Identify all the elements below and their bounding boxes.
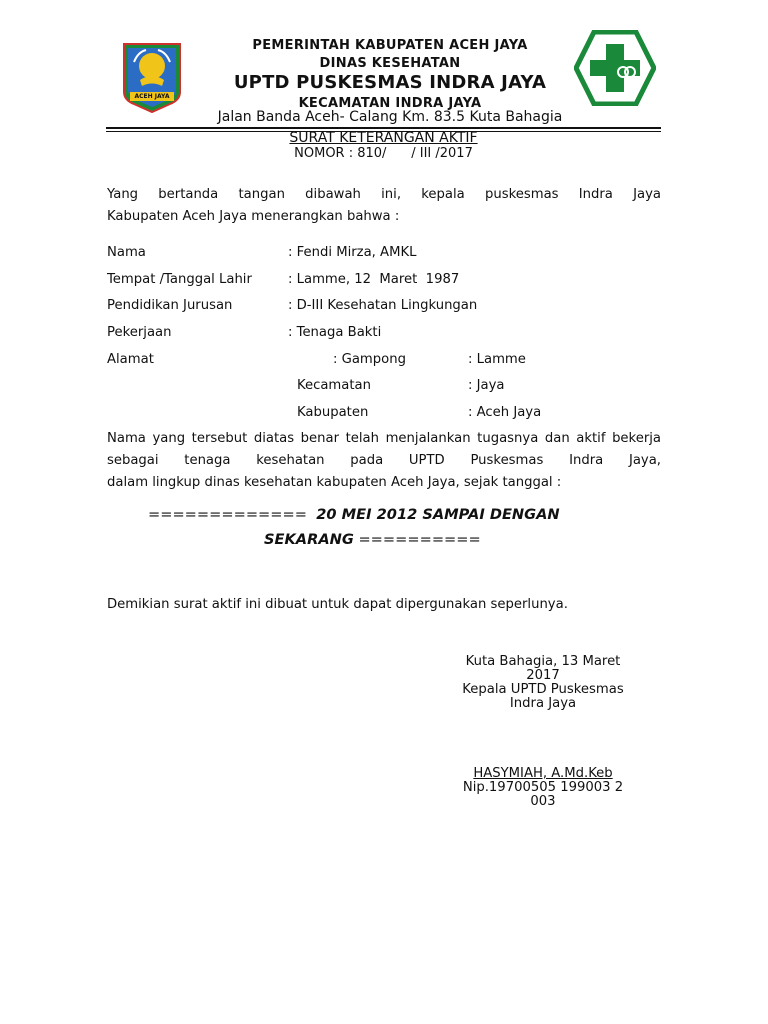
date-range-end: SEKARANG: [264, 531, 354, 548]
body-line-3: dalam lingkup dinas kesehatan kabupaten Aceh Jaya, sejak tanggal :: [107, 475, 562, 490]
alamat-value-kabupaten: : Aceh Jaya: [468, 405, 542, 420]
intro-paragraph: [107, 184, 661, 228]
signature-place-date-1: Kuta Bahagia, 13 Maret: [465, 654, 621, 669]
header-department: DINAS KESEHATAN: [319, 56, 461, 71]
header-address: Jalan Banda Aceh- Calang Km. 83.5 Kuta Bahagia: [217, 109, 563, 125]
field-value-nama: : Fendi Mirza, AMKL: [288, 245, 417, 260]
date-statement-line-1: [148, 506, 560, 523]
field-label-ttl: Tempat /Tanggal Lahir: [107, 272, 252, 287]
field-label-nama: Nama: [107, 245, 146, 260]
body-line-1: Nama yang tersebut diatas benar telah menjalankan tugasnya dan aktif: [107, 431, 606, 446]
field-value-pekerjaan: : Tenaga Bakti: [288, 325, 382, 340]
alamat-value-gampong: : Lamme: [468, 352, 526, 367]
signature-space: [452, 711, 634, 767]
intro-line-2: Kabupaten Aceh Jaya menerangkan bahwa :: [107, 209, 400, 224]
signatory-name: HASYMIAH, A.Md.Keb: [473, 766, 613, 781]
field-label-alamat: Alamat: [107, 352, 154, 367]
signature-block: [452, 655, 634, 809]
signature-position-1: Kepala UPTD Puskesmas: [462, 682, 624, 697]
intro-line-1: Yang bertanda tangan dibawah ini, kepala puskesmas Indra Jaya: [107, 187, 661, 202]
field-label-pendidikan: Pendidikan Jurusan: [107, 298, 233, 313]
header-district: KECAMATAN INDRA JAYA: [298, 96, 482, 111]
field-value-ttl: : Lamme, 12 Maret 1987: [288, 272, 460, 287]
date-prefix: =============: [148, 506, 317, 523]
signatory-nip-1: Nip.19700505 199003 2: [462, 780, 624, 795]
aceh-jaya-logo: [118, 42, 186, 114]
signature-position-2: Indra Jaya: [509, 696, 577, 711]
signatory-nip-2: 003: [530, 794, 556, 809]
header-institution: UPTD PUSKESMAS INDRA JAYA: [233, 72, 547, 93]
body-line-2: bekerja sebagai tenaga kesehatan pada UPTD Puskesmas Indra Jaya,: [107, 431, 661, 468]
closing-statement: Demikian surat aktif ini dibuat untuk dapat dipergunakan seperlunya.: [107, 597, 568, 612]
letter-number: NOMOR : 810/ / III /2017: [294, 146, 473, 161]
alamat-label-kecamatan: Kecamatan: [297, 378, 371, 393]
header-government: PEMERINTAH KABUPATEN ACEH JAYA: [252, 38, 528, 53]
date-suffix: ==========: [353, 531, 481, 548]
alamat-value-kecamatan: : Jaya: [468, 378, 505, 393]
body-paragraph: [107, 428, 661, 494]
field-label-pekerjaan: Pekerjaan: [107, 325, 172, 340]
letter-title: SURAT KETERANGAN AKTIF: [289, 130, 478, 146]
alamat-label-kabupaten: Kabupaten: [297, 405, 369, 420]
logo-caption: ACEH JAYA: [134, 93, 170, 100]
signature-place-date-2: 2017: [526, 668, 560, 683]
date-statement-line-2: [264, 531, 481, 548]
field-value-pendidikan: : D-III Kesehatan Lingkungan: [288, 298, 478, 313]
date-range-start: 20 MEI 2012 SAMPAI DENGAN: [316, 506, 560, 523]
header-rule-thick: [106, 127, 661, 129]
alamat-label-gampong: : Gampong: [333, 352, 406, 367]
